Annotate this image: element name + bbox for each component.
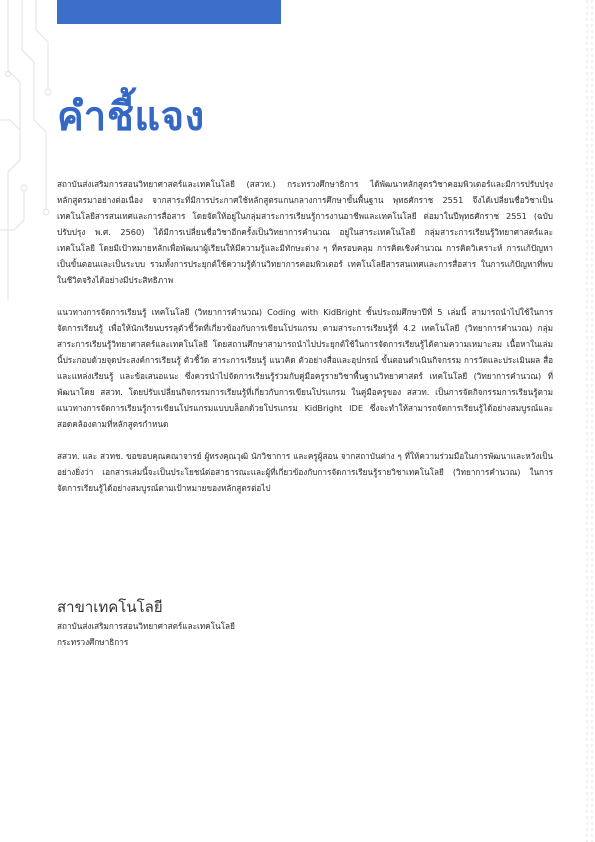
circuit-decoration: [0, 0, 60, 300]
signature-block: [57, 596, 235, 650]
paragraph-intro: สถาบันส่งเสริมการสอนวิทยาศาสตร์และเทคโนโลยี (สสวท.) กระทรวงศึกษาธิการ ได้พัฒนาหลักสูตรวิชาคอมพิวเตอร์และมีการปรับปรุงหลักสูตรมาอย่างต่อเนื่อง จากสาระที่มีการประกาศใช้หลักสูตรแกนกลางการศึกษาขั้นพื้นฐาน พุทธศักราช 2551 จึงได้เปลี่ยนชื่อวิชาเป็น เทคโนโลยีสารสนเทศและการสื่อสาร โดยจัดให้อยู่ในกลุ่มสาระการเรียนรู้การงานอาชีพและเทคโนโลยี ต่อมาในปีพุทธศักราช 2551 (ฉบับปรับปรุง พ.ศ. 2560) ได้มีการเปลี่ยนชื่อวิชาอีกครั้งเป็นวิทยาการคำนวณ อยู่ในสาระเทคโนโลยี กลุ่มสาระการเรียนรู้วิทยาศาสตร์และเทคโนโลยี โดยมีเป้าหมายหลักเพื่อพัฒนาผู้เรียนให้มีความรู้และมีทักษะต่าง ๆ ที่ครอบคลุม การคิดเชิงคำนวณ การคิดวิเคราะห์ การแก้ปัญหาเป็นขั้นตอนและเป็นระบบ รวมทั้งการประยุกต์ใช้ความรู้ด้านวิทยาการคอมพิวเตอร์ เทคโนโลยีสารสนเทศและการสื่อสาร ในการแก้ปัญหาที่พบในชีวิตจริงได้อย่างมีประสิทธิภาพ: [57, 179, 553, 285]
page-title: คำชี้แจง: [57, 94, 205, 140]
paragraph-guide: แนวทางการจัดการเรียนรู้ เทคโนโลยี (วิทยาการคำนวณ) Coding with KidBright ชั้นประถมศึกษาปีที่ 5 เล่มนี้ สามารถนำไปใช้ในการจัดการเรียนรู้ เพื่อให้นักเรียนบรรลุตัวชี้วัดที่เกี่ยวข้องกับการเขียนโปรแกรม ตามสาระการเรียนรู้ที่ 4.2 เทคโนโลยี (วิทยาการคำนวณ) กลุ่มสาระการเรียนรู้วิทยาศาสตร์และเทคโนโลยี โดยสถานศึกษาสามารถนำไปประยุกต์ใช้ในการจัดการเรียนรู้ได้ตามความเหมาะสม เนื้อหาในเล่มนี้ประกอบด้วยจุดประสงค์การเรียนรู้ ตัวชี้วัด สาระการเรียนรู้ แนวคิด ตัวอย่างสื่อและอุปกรณ์ ขั้นตอนดำเนินกิจกรรม การวัดและประเมินผล สื่อและแหล่งเรียนรู้ และข้อเสนอแนะ ซึ่งควรนำไปจัดการเรียนรู้ร่วมกับคู่มือครูรายวิชาพื้นฐานวิทยาศาสตร์ เทคโนโลยี (วิทยาการคำนวณ) ที่พัฒนาโดย สสวท. โดยปรับเปลี่ยนกิจกรรมการเรียนรู้ที่เกี่ยวกับการเขียนโปรแกรม ในคู่มือครูของ สสวท. เป็นการจัดกิจกรรมการเรียนรู้ตามแนวทางการจัดการเรียนรู้การเขียนโปรแกรมแบบบล็อกด้วยโปรแกรม KidBright IDE ซึ่งจะทำให้สามารถจัดการเรียนรู้ได้อย่างสมบูรณ์และสอดคล้องตามที่หลักสูตรกำหนด: [57, 307, 553, 429]
paragraph-thanks: สสวท. และ สวทช. ขอขอบคุณคณาจารย์ ผู้ทรงคุณวุฒิ นักวิชาการ และครูผู้สอน จากสถาบันต่าง ๆ ที่ให้ความร่วมมือในการพัฒนาและหวังเป็นอย่างยิ่งว่า เอกสารเล่มนี้จะเป็นประโยชน์ต่อสาธารณะและผู้ที่เกี่ยวข้องกับการจัดการเรียนรู้รายวิชาเทคโนโลยี (วิทยาการคำนวณ) ในการจัดการเรียนรู้ได้อย่างสมบูรณ์ตามเป้าหมายของหลักสูตรต่อไป: [57, 451, 553, 493]
right-edge-decoration: [581, 0, 595, 842]
body-text: [57, 176, 553, 512]
department-name: สาขาเทคโนโลยี: [57, 598, 163, 616]
institution-name: สถาบันส่งเสริมการสอนวิทยาศาสตร์และเทคโนโลยี: [57, 621, 235, 631]
ministry-name: กระทรวงศึกษาธิการ: [57, 637, 129, 647]
header-accent-bar: [57, 0, 281, 24]
